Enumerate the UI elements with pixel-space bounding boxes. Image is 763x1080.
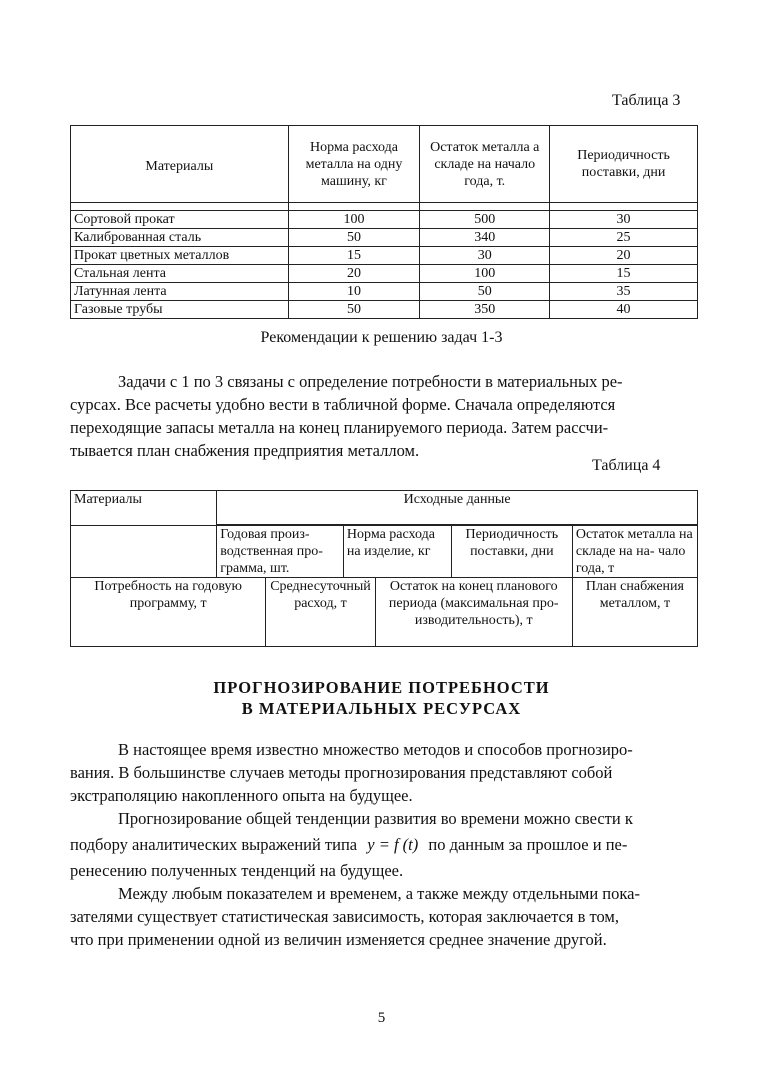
t3-cell: Латунная лента	[71, 283, 289, 301]
heading-line-2: В МАТЕРИАЛЬНЫХ РЕСУРСАХ	[241, 699, 522, 718]
section-heading	[0, 677, 763, 719]
table-row	[71, 247, 698, 265]
t3-cell: 340	[420, 229, 550, 247]
t4-bottom-daily: Среднесуточный расход, т	[266, 578, 375, 647]
text-line: экстраполяцию накопленного опыта на будущее.	[70, 786, 413, 805]
t3-cell: Прокат цветных металлов	[71, 247, 289, 265]
recommendations-title: Рекомендации к решению задач 1-3	[260, 329, 503, 346]
table-row	[71, 301, 698, 319]
recommendations-paragraph	[70, 370, 698, 462]
t3-cell: 15	[550, 265, 698, 283]
page-number: 5	[377, 1010, 386, 1026]
t3-cell: 25	[550, 229, 698, 247]
t4-bottom-remainder: Остаток на конец планового периода (максимальная про- изводительность), т	[375, 578, 572, 647]
t3-cell: Сортовой прокат	[71, 211, 289, 229]
table3	[70, 125, 698, 319]
t3-cell: 10	[288, 283, 420, 301]
t3-cell: 100	[288, 211, 420, 229]
text-line: сурсах. Все расчеты удобно вести в табличной форме. Сначала определяются	[70, 395, 616, 414]
text-line: переходящие запасы металла на конец планируемого периода. Затем рассчи-	[70, 418, 609, 437]
t3-cell: 50	[288, 229, 420, 247]
t3-header-norm: Норма расхода металла на одну машину, кг	[288, 126, 420, 203]
text-line: ренесению полученных тенденций на будущее.	[70, 861, 404, 880]
t3-cell: 30	[550, 211, 698, 229]
t3-cell: 100	[420, 265, 550, 283]
t3-cell: 500	[420, 211, 550, 229]
t3-cell: 50	[420, 283, 550, 301]
t4-sub-stock: Остаток металла на складе на на- чало года, т	[572, 526, 697, 578]
t3-cell: 30	[420, 247, 550, 265]
t3-cell: 20	[288, 265, 420, 283]
text-line: Между любым показателем и временем, а также между отдельными пока-	[118, 884, 640, 903]
table4-caption: Таблица 4	[592, 457, 661, 474]
table3-caption: Таблица 3	[612, 92, 681, 109]
text-line: В настоящее время известно множество методов и способов прогнозиро-	[118, 740, 633, 759]
t3-cell: 350	[420, 301, 550, 319]
formula: y = f (t)	[367, 835, 419, 854]
text-line: тывается план снабжения предприятия металлом.	[70, 441, 420, 460]
t4-sub-period: Периодичность поставки, дни	[451, 526, 572, 578]
text-fragment: подбору аналитических выражений типа	[70, 835, 358, 854]
t3-header-materials: Материалы	[71, 126, 289, 203]
t3-header-period: Периодичность поставки, дни	[550, 126, 698, 203]
heading-line-1: ПРОГНОЗИРОВАНИЕ ПОТРЕБНОСТИ	[213, 678, 550, 697]
table-row	[71, 229, 698, 247]
text-line-formula	[70, 830, 698, 859]
table4	[70, 490, 698, 647]
forecast-text	[70, 738, 698, 951]
t3-cell: 35	[550, 283, 698, 301]
text-line: вания. В большинстве случаев методы прогнозирования представляют собой	[70, 763, 613, 782]
t4-spacer	[71, 526, 217, 578]
t4-sub-norm: Норма расхода на изделие, кг	[343, 526, 451, 578]
text-fragment: по данным за прошлое и пе-	[428, 835, 628, 854]
t3-cell: Стальная лента	[71, 265, 289, 283]
text-line: Задачи с 1 по 3 связаны с определение потребности в материальных ре-	[118, 372, 623, 391]
t3-cell: 50	[288, 301, 420, 319]
t3-cell: 40	[550, 301, 698, 319]
t4-bottom-need: Потребность на годовую программу, т	[71, 578, 266, 647]
t3-cell: Калиброванная сталь	[71, 229, 289, 247]
text-line: Прогнозирование общей тенденции развития во времени можно свести к	[118, 809, 633, 828]
t3-cell: 20	[550, 247, 698, 265]
t3-header-stock: Остаток металла а складе на начало года, т.	[420, 126, 550, 203]
text-line: зателями существует статистическая зависимость, которая заключается в том,	[70, 907, 619, 926]
t3-cell: Газовые трубы	[71, 301, 289, 319]
table-row	[71, 265, 698, 283]
t4-header-materials: Материалы	[71, 491, 217, 526]
table-row	[71, 283, 698, 301]
table-row	[71, 211, 698, 229]
text-line: что при применении одной из величин изменяется среднее значение другой.	[70, 930, 607, 949]
t4-header-source: Исходные данные	[217, 491, 698, 525]
t4-sub-program: Годовая произ- водственная про- грамма, шт.	[217, 526, 344, 578]
t3-cell: 15	[288, 247, 420, 265]
t4-bottom-plan: План снабжения металлом, т	[572, 578, 697, 647]
